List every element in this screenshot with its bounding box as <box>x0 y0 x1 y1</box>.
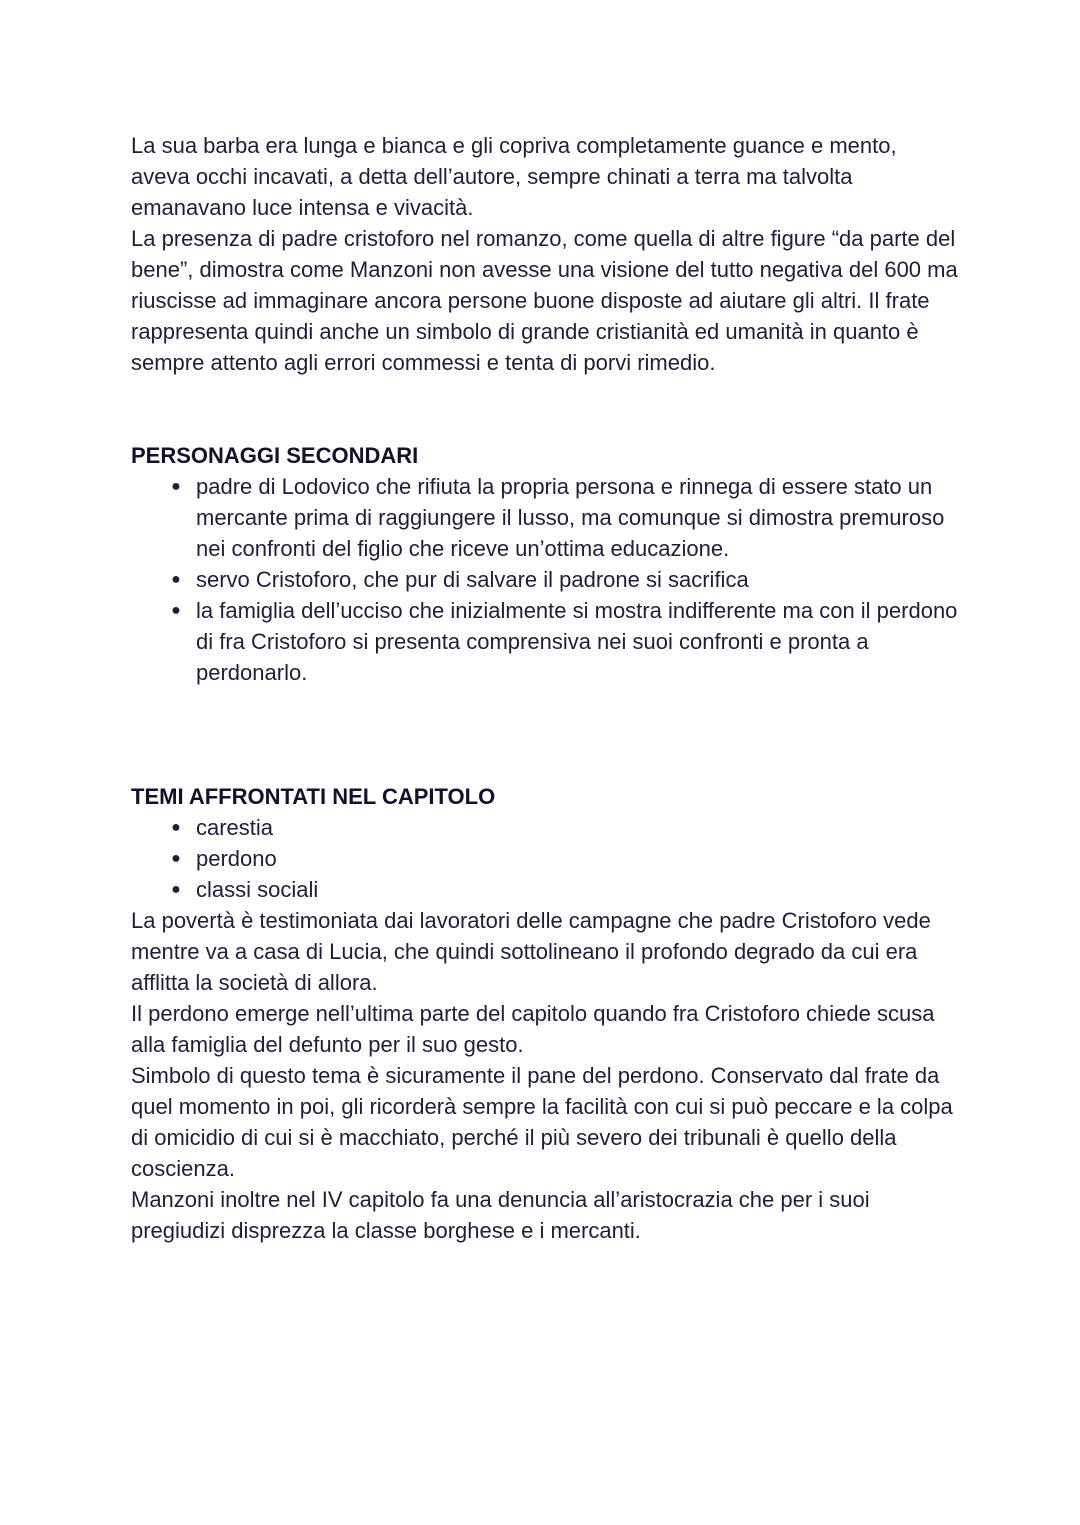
list-item-text: perdono <box>196 846 277 871</box>
list-item <box>131 812 961 843</box>
themes-heading: TEMI AFFRONTATI NEL CAPITOLO <box>131 784 496 809</box>
list-item <box>131 874 961 905</box>
bullet-icon: ● <box>171 571 181 588</box>
list-item-text: servo Cristoforo, che pur di salvare il padrone si sacrifica <box>196 567 749 592</box>
list-item-text: padre di Lodovico che rifiuta la propria persona e rinnega di essere stato un mercante prima di raggiungere il lusso, ma comunque si dimostra premuroso nei confronti del figlio che riceve un’ottima educazione. <box>196 474 945 561</box>
list-item <box>131 595 961 688</box>
intro-paragraph-presence: La presenza di padre cristoforo nel romanzo, come quella di altre figure “da parte del bene”, dimostra come Manzoni non avesse una visione del tutto negativa del 600 ma riuscisse ad immaginare ancora persone buone disposte ad aiutare gli altri. Il frate rappresenta quindi anche un simbolo di grande cristianità ed umanità in quanto è sempre attento agli errori commessi e tenta di porvi rimedio. <box>131 226 958 375</box>
list-item-text: carestia <box>196 815 274 840</box>
themes-paragraph-bread: Simbolo di questo tema è sicuramente il pane del perdono. Conservato dal frate da quel momento in poi, gli ricorderà sempre la facilità con cui si può peccare e la colpa di omicidio di cui si è macchiato, perché il più severo dei tribunali è quello della coscienza. <box>131 1063 953 1181</box>
bullet-icon: ● <box>171 819 181 836</box>
themes-list <box>131 812 961 905</box>
bullet-icon: ● <box>171 850 181 867</box>
bullet-icon: ● <box>171 881 181 898</box>
bullet-icon: ● <box>171 602 181 619</box>
list-item-text: la famiglia dell’ucciso che inizialmente si mostra indifferente ma con il perdono di fra Cristoforo si presenta comprensiva nei suoi confronti e pronta a perdonarlo. <box>196 598 958 685</box>
list-item <box>131 564 961 595</box>
themes-paragraph-forgiveness: Il perdono emerge nell’ultima parte del capitolo quando fra Cristoforo chiede scusa alla famiglia del defunto per il suo gesto. <box>131 1001 935 1057</box>
secondary-characters-section <box>131 440 961 688</box>
document-page <box>131 130 961 1246</box>
bullet-icon: ● <box>171 478 181 495</box>
themes-paragraph-poverty: La povertà è testimoniata dai lavoratori delle campagne che padre Cristoforo vede mentre va a casa di Lucia, che quindi sottolineano il profondo degrado da cui era afflitta la società di allora. <box>131 908 931 995</box>
secondary-characters-heading: PERSONAGGI SECONDARI <box>131 443 419 468</box>
secondary-characters-list <box>131 471 961 688</box>
list-item-text: classi sociali <box>196 877 319 902</box>
list-item <box>131 843 961 874</box>
intro-paragraph-beard: La sua barba era lunga e bianca e gli copriva completamente guance e mento, aveva occhi incavati, a detta dell’autore, sempre chinati a terra ma talvolta emanavano luce intensa e vivacità. <box>131 133 897 220</box>
intro-section <box>131 130 961 378</box>
themes-paragraph-aristocracy: Manzoni inoltre nel IV capitolo fa una denuncia all’aristocrazia che per i suoi pregiudizi disprezza la classe borghese e i mercanti. <box>131 1187 870 1243</box>
list-item <box>131 471 961 564</box>
themes-section <box>131 781 961 1246</box>
